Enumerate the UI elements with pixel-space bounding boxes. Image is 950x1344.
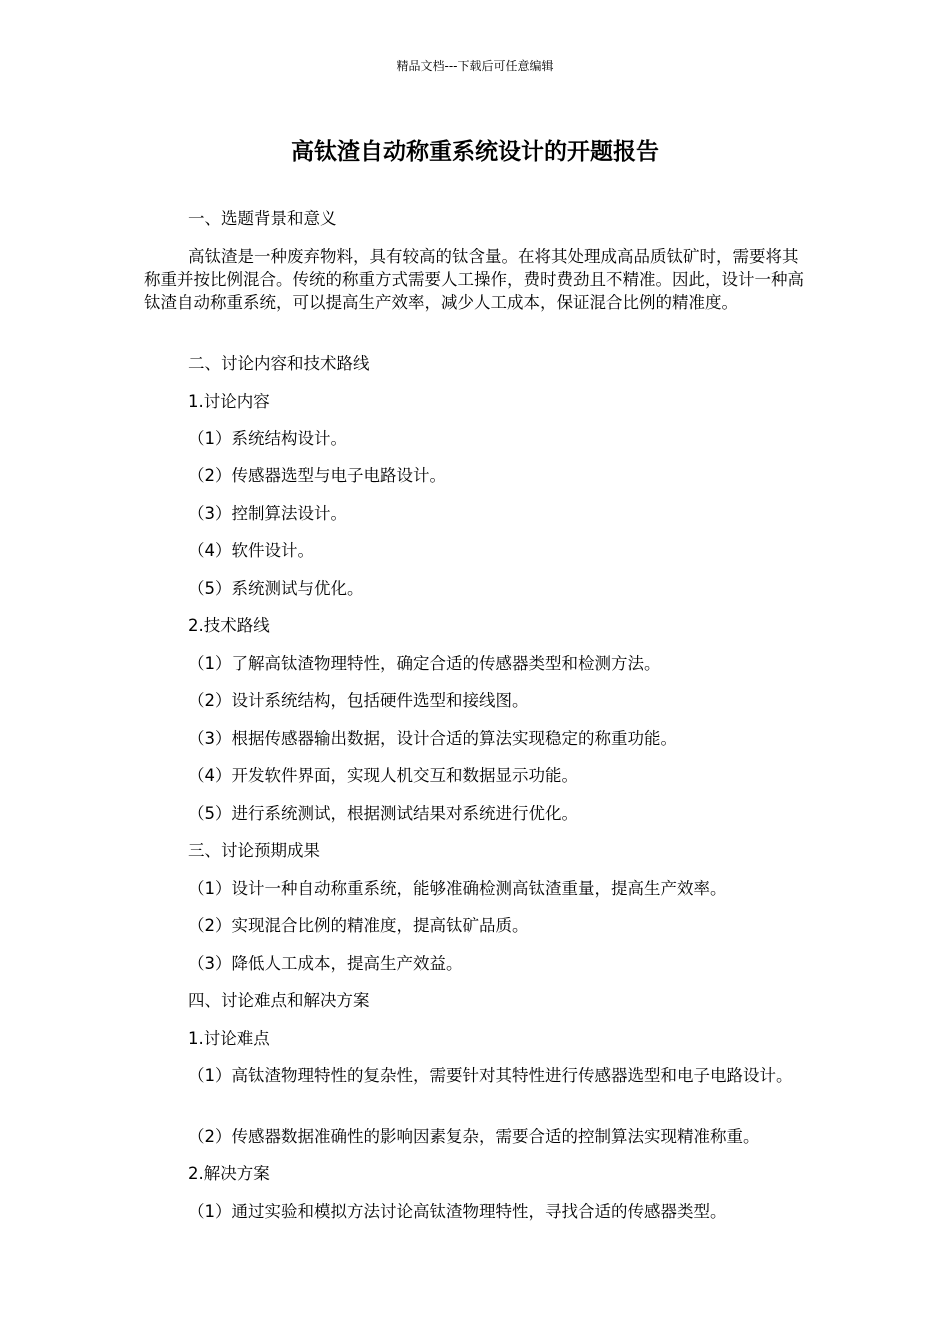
section-heading-4: 四、讨论难点和解决方案	[188, 991, 370, 1010]
list-item: （1）高钛渣物理特性的复杂性，需要针对其特性进行传感器选型和电子电路设计。	[188, 1066, 793, 1085]
list-item: （5）系统测试与优化。	[188, 579, 364, 598]
section-heading-1: 一、选题背景和意义	[188, 209, 337, 228]
list-item: （5）进行系统测试，根据测试结果对系统进行优化。	[188, 804, 578, 823]
subsection-heading: 1.讨论难点	[188, 1029, 270, 1048]
list-item: （2）设计系统结构，包括硬件选型和接线图。	[188, 691, 529, 710]
subsection-heading: 1.讨论内容	[188, 392, 270, 411]
list-item: （3）控制算法设计。	[188, 504, 347, 523]
document-title: 高钛渣自动称重系统设计的开题报告	[291, 139, 659, 165]
list-item: （4）软件设计。	[188, 541, 314, 560]
list-item: （2）传感器选型与电子电路设计。	[188, 466, 446, 485]
list-item: （4）开发软件界面，实现人机交互和数据显示功能。	[188, 766, 578, 785]
list-item: （2）实现混合比例的精准度，提高钛矿品质。	[188, 916, 529, 935]
section-heading-3: 三、讨论预期成果	[188, 841, 320, 860]
section-heading-2: 二、讨论内容和技术路线	[188, 354, 370, 373]
list-item: （3）降低人工成本，提高生产效益。	[188, 954, 463, 973]
list-item: （3）根据传感器输出数据，设计合适的算法实现稳定的称重功能。	[188, 729, 677, 748]
subsection-heading: 2.解决方案	[188, 1164, 270, 1183]
list-item: （1）通过实验和模拟方法讨论高钛渣物理特性，寻找合适的传感器类型。	[188, 1202, 727, 1221]
background-paragraph: 高钛渣是一种废弃物料，具有较高的钛含量。在将其处理成高品质钛矿时，需要将其称重并按比例混合。传统的称重方式需要人工操作，费时费劲且不精准。因此，设计一种高钛渣自动称重系统，可以提高生产效率，减少人工成本，保证混合比例的精准度。	[144, 247, 804, 312]
list-item: （2）传感器数据准确性的影响因素复杂，需要合适的控制算法实现精准称重。	[188, 1127, 760, 1146]
list-item: （1）设计一种自动称重系统，能够准确检测高钛渣重量，提高生产效率。	[188, 879, 727, 898]
subsection-heading: 2.技术路线	[188, 616, 270, 635]
header-note: 精品文档---下载后可任意编辑	[396, 59, 554, 73]
list-item: （1）了解高钛渣物理特性，确定合适的传感器类型和检测方法。	[188, 654, 661, 673]
list-item: （1）系统结构设计。	[188, 429, 347, 448]
